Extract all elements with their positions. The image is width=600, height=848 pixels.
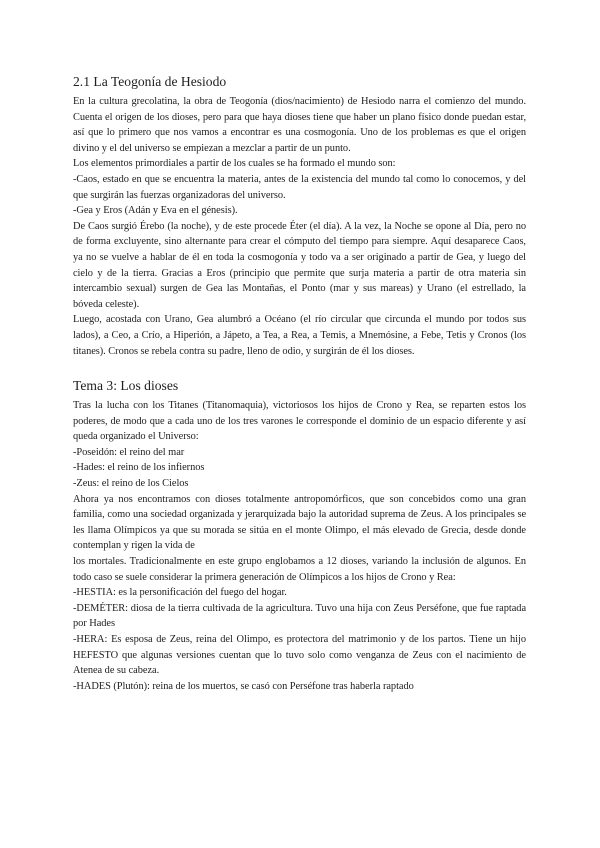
paragraph: De Caos surgió Érebo (la noche), y de este procede Éter (el día). A la vez, la Noche se opone al Día, pero no de forma excluyente, sino alternante para crear el cómputo del tiempo para siempre. Aquí desaparece Caos, ya no se vuelve a hablar de él en toda la cosmogonía y todo va a ser originado a partir de Gea, y luego del cielo y de la tierra. Gracias a Eros (principio que permite que surja materia a partir de otra materia sin intercambio sexual) surgen de Gea las Montañas, el Ponto (mar y sus mareas) y Urano (el estrellado, la bóveda celeste).: [73, 220, 526, 310]
list-item: -Gea y Eros (Adán y Eva en el génesis).: [73, 205, 238, 217]
page-content: [73, 73, 526, 694]
list-item: -Zeus: el reino de los Cielos: [73, 478, 189, 490]
list-item: -Hades: el reino de los infiernos: [73, 462, 205, 474]
paragraph: Luego, acostada con Urano, Gea alumbró a Océano (el río circular que circunda el mundo por todos sus lados), a Ceo, a Crío, a Hiperión, a Jápeto, a Tea, a Rea, a Temis, a Mnemósine, a Febe, Tetis y Cronos (los titanes). Cronos se rebela contra su padre, lleno de odio, y surgirán de él los dioses.: [73, 314, 526, 357]
paragraph: En la cultura grecolatina, la obra de Teogonía (dios/nacimiento) de Hesiodo narra el comienzo del mundo. Cuenta el origen de los dioses, pero para que haya dioses tiene que haber un plano físico donde puedan estar, así que lo primero que nos vamos a encontrar es una cosmogonía. Uno de los problemas es que el origen divino y el del universo se empiezan a mezclar a partir de un punto.: [73, 96, 526, 154]
section-heading-dioses: Tema 3: Los dioses: [73, 378, 179, 394]
paragraph: los mortales. Tradicionalmente en este grupo englobamos a 12 dioses, variando la inclusión de algunos. En todo caso se suele considerar la primera generación de Olímpicos a los hijos de Crono y Rea:: [73, 556, 526, 583]
list-item: -Poseidón: el reino del mar: [73, 446, 185, 458]
list-item: -HERA: Es esposa de Zeus, reina del Olimpo, es protectora del matrimonio y de los partos. Tiene un hijo HEFESTO que algunas versiones cuentan que lo tuvo solo como venganza de Zeus con el nacimiento de Atenea de su cabeza.: [73, 634, 526, 677]
list-item: -HADES (Plutón): reina de los muertos, se casó con Perséfone tras haberla raptado: [73, 680, 414, 692]
section-heading-teogonia: 2.1 La Teogonía de Hesiodo: [73, 74, 227, 89]
list-item: -DEMÉTER: diosa de la tierra cultivada de la agricultura. Tuvo una hija con Zeus Perséfone, que fue raptada por Hades: [73, 602, 526, 630]
list-item: -HESTIA: es la personificación del fuego del hogar.: [73, 587, 287, 599]
paragraph: Los elementos primordiales a partir de los cuales se ha formado el mundo son:: [73, 158, 396, 170]
paragraph: Tras la lucha con los Titanes (Titanomaquia), victoriosos los hijos de Crono y Rea, se reparten estos los poderes, de modo que a cada uno de los tres varones le corresponde el dominio de un espacio diferente y así queda organizado el Universo:: [73, 400, 526, 443]
paragraph: Ahora ya nos encontramos con dioses totalmente antropomórficos, que son concebidos como una gran familia, como una sociedad organizada y jerarquizada bajo la autoridad suprema de Zeus. A los principales se les llama Olímpicos ya que su morada se sitúa en el monte Olimpo, el más elevado de Grecia, desde donde contemplan y rigen la vida de: [73, 493, 526, 552]
list-item: -Caos, estado en que se encuentra la materia, antes de la existencia del mundo tal como lo conocemos, y del que surgirán las fuerzas organizadoras del universo.: [73, 173, 526, 201]
